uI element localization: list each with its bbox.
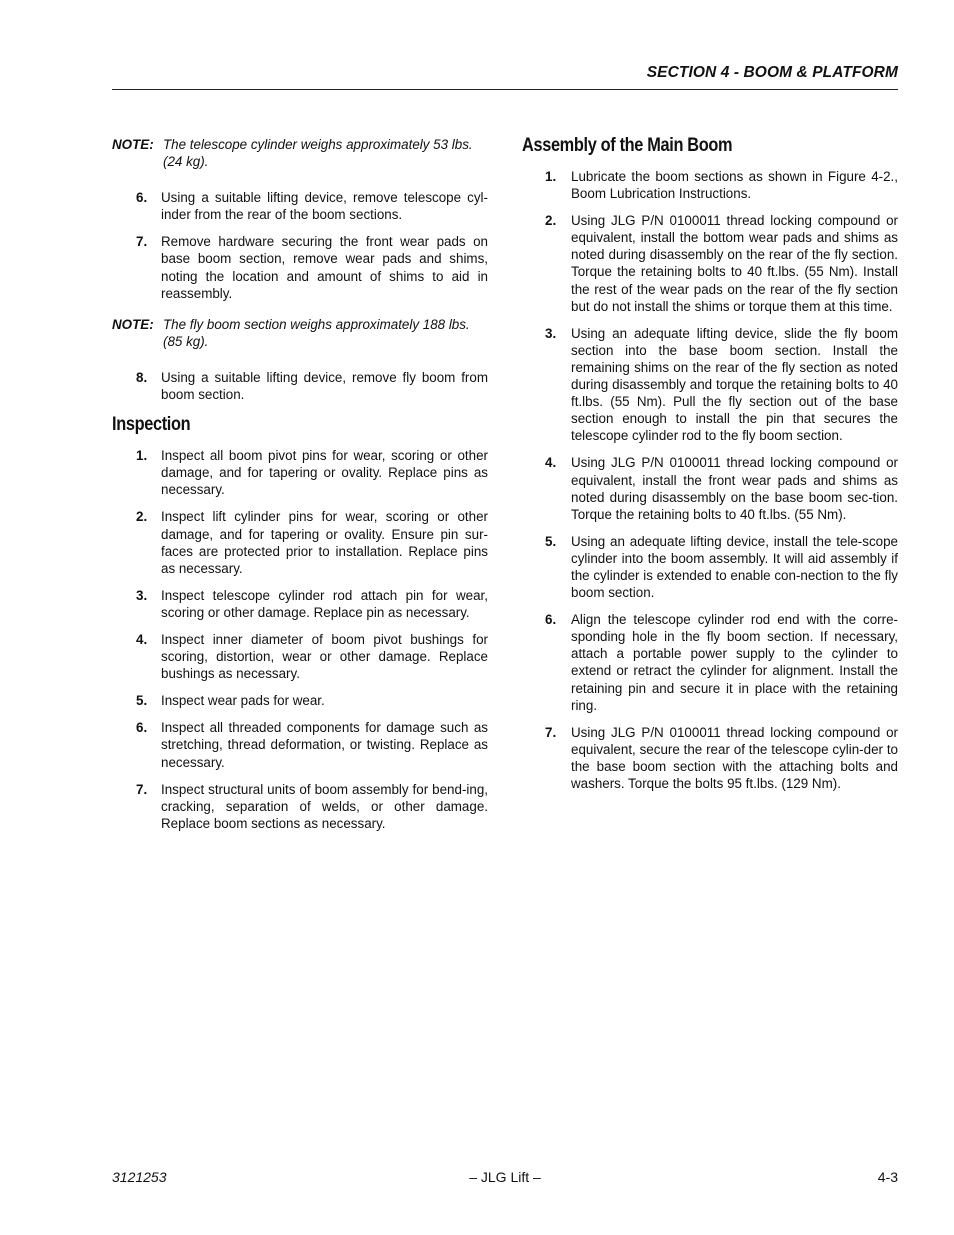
list-item (112, 781, 488, 832)
list-item (112, 587, 488, 621)
step-number: 8. (136, 369, 148, 385)
note-text: The telescope cylinder weighs approximately 53 lbs. (24 kg). (163, 137, 473, 170)
step-number: 4. (545, 455, 557, 471)
step-number: 1. (545, 169, 557, 184)
inspection-steps (112, 447, 488, 832)
step-text: Using JLG P/N 0100011 thread locking compound or equivalent, secure the rear of the telescope cylin-der to the base boom section with the attaching bolts and washers. Torque the bolts 95 ft.lbs. (129 Nm). (571, 724, 898, 791)
step-text: Using an adequate lifting device, install the tele-scope cylinder into the boom assembly. It will aid assembly if the cylinder is extended to enable con-nection to the fly boom section. (571, 533, 898, 601)
list-item (112, 508, 488, 576)
list-item (112, 189, 488, 223)
list-item (522, 212, 898, 315)
step-text: Using an adequate lifting device, slide the fly boom section into the base boom section. Install the remaining shims on the rear of the fly section as noted during disassembly and torque the retaining bolts to 40 ft.lbs. (55 Nm). Pull the fly section out of the base section enough to install the pin that secures the telescope cylinder rod to the fly boom section. (571, 325, 898, 444)
note-label: NOTE: (112, 137, 154, 152)
step-number: 3. (136, 587, 148, 603)
header-divider (112, 89, 898, 90)
step-text: Using a suitable lifting device, remove telescope cyl-inder from the rear of the boom sections. (161, 190, 488, 223)
page-footer (112, 1169, 898, 1189)
step-number: 6. (136, 720, 148, 736)
page-number: 4-3 (877, 1169, 898, 1185)
assembly-steps (522, 168, 898, 792)
note-label: NOTE: (112, 316, 154, 332)
step-number: 2. (136, 509, 148, 525)
step-number: 2. (545, 213, 557, 229)
list-item (112, 692, 488, 709)
step-number: 6. (545, 612, 557, 628)
list-item (522, 325, 898, 445)
section-header: SECTION 4 - BOOM & PLATFORM (646, 64, 898, 81)
step-number: 7. (136, 781, 148, 797)
left-column (112, 136, 488, 842)
step-number: 7. (545, 724, 557, 740)
step-number: 1. (136, 448, 148, 464)
step-text: Inspect all threaded components for damage such as stretching, thread deformation, or twisting. Replace as necessary. (161, 720, 488, 770)
step-number: 6. (136, 190, 148, 206)
list-item (112, 719, 488, 770)
step-text: Align the telescope cylinder rod end with the corre-sponding hole in the fly boom section. If necessary, attach a portable power supply to the cylinder to extend or retract the cylinder for alignment. Install the retaining pin and secure it in place with the retaining ring. (571, 612, 898, 713)
list-item (112, 369, 488, 403)
note-fly-boom-weight (112, 316, 488, 350)
list-item (522, 533, 898, 601)
step-text: Lubricate the boom sections as shown in Figure 4-2., Boom Lubrication Instructions. (571, 169, 898, 202)
list-item (522, 611, 898, 714)
step-number: 5. (545, 533, 557, 549)
footer-brand: – JLG Lift – (469, 1169, 541, 1185)
disassembly-steps-continued (112, 189, 488, 302)
note-telescope-weight (112, 136, 488, 170)
right-column (522, 134, 898, 802)
step-number: 5. (136, 693, 148, 709)
list-item (112, 447, 488, 498)
list-item (522, 168, 898, 202)
note-text: The fly boom section weighs approximately 188 lbs. (85 kg). (163, 316, 470, 349)
list-item (112, 631, 488, 682)
assembly-heading: Assembly of the Main Boom (522, 135, 733, 156)
step-text: Inspect all boom pivot pins for wear, scoring or other damage, and for tapering or ovality. Replace pins as necessary. (161, 448, 488, 498)
step-text: Inspect inner diameter of boom pivot bushings for scoring, distortion, wear or other damage. Replace bushings as necessary. (161, 631, 488, 682)
step-number: 3. (545, 325, 557, 341)
list-item (112, 233, 488, 301)
disassembly-steps-final (112, 369, 488, 403)
step-number: 7. (136, 234, 148, 250)
step-text: Remove hardware securing the front wear pads on base boom section, remove wear pads and shims, noting the location and amount of shims to aid in reassembly. (161, 234, 488, 301)
step-text: Using a suitable lifting device, remove fly boom from boom section. (161, 369, 488, 403)
document-number: 3121253 (112, 1169, 167, 1185)
step-text: Using JLG P/N 0100011 thread locking compound or equivalent, install the front wear pads and shims as noted during disassembly on the base boom sec-tion. Torque the retaining bolts to 40 ft.lbs. (55 Nm). (571, 455, 898, 522)
list-item (522, 724, 898, 792)
step-text: Inspect telescope cylinder rod attach pin for wear, scoring or other damage. Replace pin as necessary. (161, 587, 488, 620)
step-text: Inspect structural units of boom assembly for bend-ing, cracking, separation of welds, or other damage. Replace boom sections as necessary. (161, 781, 488, 831)
step-number: 4. (136, 631, 148, 647)
step-text: Inspect wear pads for wear. (161, 693, 325, 709)
step-text: Inspect lift cylinder pins for wear, scoring or other damage, and for tapering or ovality. Ensure pin sur-faces are protected prior to installation. Replace pins as necessary. (161, 509, 488, 576)
step-text: Using JLG P/N 0100011 thread locking compound or equivalent, install the bottom wear pads and shims as noted during disassembly on the rear of the fly section. Torque the retaining bolts to 40 ft.lbs. (55 Nm). Install the rest of the wear pads on the rear of the fly section but do not install the shims or torque them at this time. (571, 213, 898, 314)
list-item (522, 454, 898, 522)
inspection-heading: Inspection (112, 414, 191, 436)
